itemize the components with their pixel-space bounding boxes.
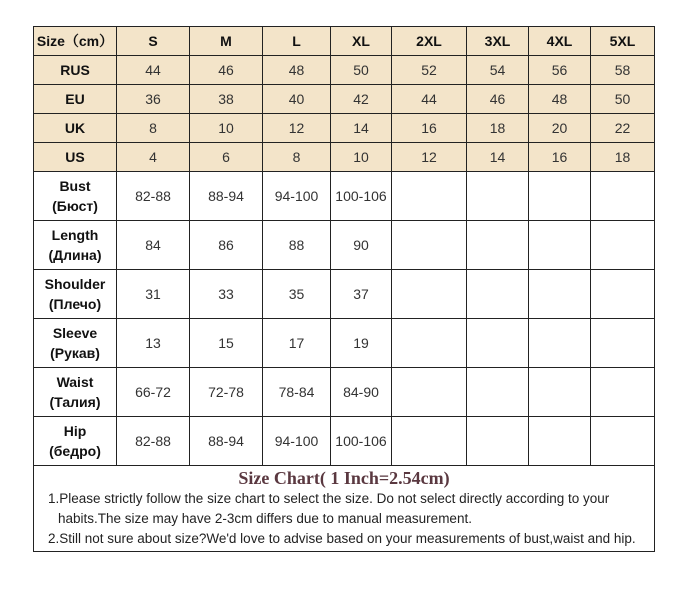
row-label: US [34,143,117,172]
table-cell: 31 [117,270,190,319]
table-cell: 46 [467,85,529,114]
row-label [34,368,117,417]
table-cell: 36 [117,85,190,114]
table-cell: 46 [190,56,263,85]
measure-row [34,368,655,417]
table-cell [591,368,655,417]
table-cell [467,368,529,417]
table-cell [591,270,655,319]
table-cell: 78-84 [263,368,331,417]
table-cell: 18 [591,143,655,172]
label-en: Waist [56,374,94,390]
table-cell: 37 [331,270,392,319]
table-cell: 13 [117,319,190,368]
table-cell: 50 [331,56,392,85]
table-cell [529,319,591,368]
table-cell: 48 [529,85,591,114]
table-cell: 44 [392,85,467,114]
measure-row [34,417,655,466]
table-cell [529,221,591,270]
row-label [34,172,117,221]
row-label: RUS [34,56,117,85]
table-cell [529,417,591,466]
table-cell [467,270,529,319]
table-cell: 58 [591,56,655,85]
table-cell: 42 [331,85,392,114]
table-cell: 56 [529,56,591,85]
label-ru: (Талия) [49,394,101,410]
table-cell: 54 [467,56,529,85]
header-cell: 2XL [392,27,467,56]
table-cell: 48 [263,56,331,85]
note-line-1: 1.Please strictly follow the size chart to select the size. Do not select directly according to your [48,491,610,506]
table-cell [467,221,529,270]
label-en: Sleeve [52,325,98,341]
table-cell: 82-88 [117,172,190,221]
table-cell [529,368,591,417]
header-cell: M [190,27,263,56]
table-cell [392,221,467,270]
table-cell [467,172,529,221]
table-cell: 88 [263,221,331,270]
table-cell [392,172,467,221]
table-cell [591,417,655,466]
table-cell: 14 [467,143,529,172]
size-row [34,114,655,143]
table-cell: 86 [190,221,263,270]
size-row [34,143,655,172]
table-cell: 66-72 [117,368,190,417]
table-cell: 88-94 [190,172,263,221]
label-ru: (Плечо) [48,296,102,312]
table-cell: 12 [392,143,467,172]
size-table [33,26,655,466]
table-cell: 84 [117,221,190,270]
table-cell: 22 [591,114,655,143]
table-cell: 14 [331,114,392,143]
table-cell: 4 [117,143,190,172]
table-cell: 72-78 [190,368,263,417]
label-en: Bust [59,178,91,194]
size-row [34,56,655,85]
note-line-2: habits.The size may have 2-3cm differs due to manual measurement. [58,511,472,526]
table-cell: 6 [190,143,263,172]
table-cell: 82-88 [117,417,190,466]
table-cell: 50 [591,85,655,114]
table-cell [392,270,467,319]
label-ru: (бедро) [49,443,101,459]
table-cell: 40 [263,85,331,114]
table-cell: 94-100 [263,417,331,466]
table-cell: 38 [190,85,263,114]
label-ru: (Бюст) [52,198,98,214]
table-cell: 84-90 [331,368,392,417]
measure-row [34,270,655,319]
row-label [34,417,117,466]
table-cell: 17 [263,319,331,368]
table-cell [591,221,655,270]
table-cell: 16 [529,143,591,172]
header-cell: Size（cm） [34,27,117,56]
table-cell: 90 [331,221,392,270]
header-cell: 5XL [591,27,655,56]
label-en: Length [51,227,99,243]
table-cell: 19 [331,319,392,368]
header-cell: L [263,27,331,56]
header-cell: 3XL [467,27,529,56]
table-cell: 35 [263,270,331,319]
header-cell: XL [331,27,392,56]
table-cell: 20 [529,114,591,143]
note-line-3: 2.Still not sure about size?We'd love to advise based on your measurements of bust,waist and hip. [48,531,636,546]
table-cell [392,417,467,466]
header-cell: 4XL [529,27,591,56]
row-label [34,319,117,368]
table-cell: 100-106 [331,172,392,221]
table-cell [392,319,467,368]
size-notes [33,464,655,552]
table-cell: 10 [190,114,263,143]
row-label: EU [34,85,117,114]
table-cell [467,417,529,466]
row-label: UK [34,114,117,143]
table-cell [529,172,591,221]
measure-row [34,172,655,221]
label-ru: (Длина) [48,247,102,263]
table-cell: 10 [331,143,392,172]
table-cell [591,172,655,221]
table-cell: 44 [117,56,190,85]
table-cell: 94-100 [263,172,331,221]
size-row [34,85,655,114]
table-cell [467,319,529,368]
label-en: Hip [63,423,87,439]
table-cell: 88-94 [190,417,263,466]
table-cell [529,270,591,319]
measure-row [34,319,655,368]
row-label [34,221,117,270]
table-cell: 52 [392,56,467,85]
table-cell: 8 [117,114,190,143]
row-label [34,270,117,319]
table-cell: 16 [392,114,467,143]
measure-row [34,221,655,270]
table-cell: 8 [263,143,331,172]
table-cell: 18 [467,114,529,143]
table-cell: 15 [190,319,263,368]
table-cell: 12 [263,114,331,143]
header-row [34,27,655,56]
label-ru: (Рукав) [50,345,100,361]
table-cell: 100-106 [331,417,392,466]
label-en: Shoulder [44,276,106,292]
note-title: Size Chart( 1 Inch=2.54cm) [238,468,450,488]
table-cell [392,368,467,417]
table-cell: 33 [190,270,263,319]
table-cell [591,319,655,368]
header-cell: S [117,27,190,56]
